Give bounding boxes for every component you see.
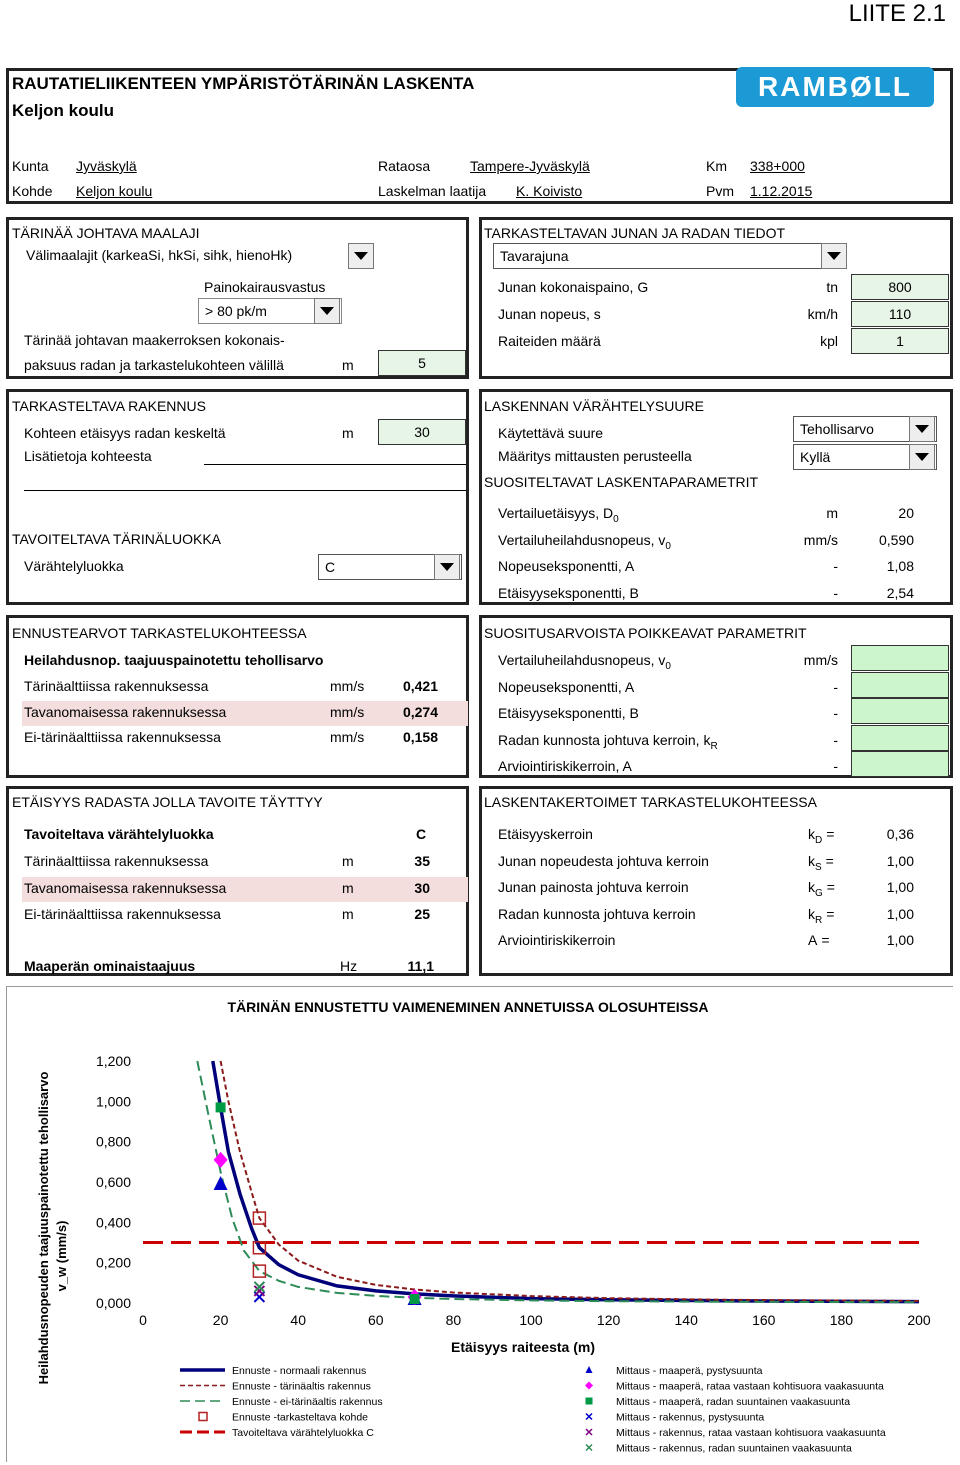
kerroin-row-symbol: A = [808, 932, 830, 948]
chart-title: TÄRINÄN ENNUSTETTU VAIMENEMINEN ANNETUISSA OLOSUHTEISSA [227, 999, 709, 1015]
ennuste-row-value: 0,158 [402, 729, 438, 745]
taajuus-label: Maaperän ominaistaajuus [24, 958, 196, 974]
suos-row-value: 0,590 [878, 531, 914, 548]
poik-row-label: Nopeuseksponentti, A [498, 678, 635, 695]
ennuste-row-label: Tärinäalttiissa rakennuksessa [24, 678, 209, 694]
x-tick-label: 80 [445, 1312, 462, 1328]
x-tick-label: 20 [212, 1312, 229, 1328]
legend-label: Ennuste -tarkasteltava kohde [232, 1411, 368, 1424]
y-tick-label: 0,200 [95, 1254, 131, 1271]
taajuus-value: 11,1 [407, 958, 434, 974]
tavoite-row-label: Tärinäalttiissa rakennuksessa [24, 853, 209, 869]
legend-label: Mittaus - maaperä, rataa vastaan kohtisuora vaakasuunta [616, 1380, 884, 1393]
suos-row-value: 2,54 [886, 584, 914, 601]
data-point-4 [410, 1294, 420, 1304]
kaytettava-select[interactable]: Tehollisarvo [793, 416, 937, 442]
suos-row-label: Vertailuetäisyys, $D_0$ [498, 505, 619, 525]
legend-swatch [586, 1429, 592, 1435]
kerroin-row-symbol: $k_D$ = [808, 826, 835, 846]
y-axis-label: Heilahdusnopeuden taajuuspainotettu tehollisarvo [36, 1071, 51, 1385]
tavoite-row-value: 35 [414, 853, 430, 869]
x-axis-label: Etäisyys raiteesta (m) [451, 1339, 595, 1355]
y-tick-label: 0,400 [95, 1214, 131, 1231]
ennuste-row-unit: mm/s [330, 678, 365, 694]
maalaji-heading: TÄRINÄÄ JOHTAVA MAALAJI [12, 225, 200, 241]
kerros-label-1: Tärinää johtavan maakerroksen kokonais- [24, 332, 285, 348]
kohde-label: Kohde [12, 183, 53, 199]
suos-heading: SUOSITELTAVAT LASKENTAPARAMETRIT [484, 474, 759, 490]
laatija-value[interactable]: K. Koivisto [516, 183, 583, 199]
pvm-label: Pvm [706, 183, 734, 199]
kertoimet-heading: LASKENTAKERTOIMET TARKASTELUKOHTEESSA [484, 794, 817, 810]
poik-row-label: Etäisyyseksponentti, B [498, 705, 639, 721]
tavoite-row-label: Tavanomaisessa rakennuksessa [24, 879, 227, 896]
legend-label: Ennuste - ei-tärinäaltis rakennus [232, 1396, 383, 1408]
paino-select[interactable]: > 80 pk/m [198, 298, 342, 324]
poik-row-unit: - [833, 678, 838, 695]
juna-select[interactable]: Tavarajuna [493, 243, 847, 269]
legend-label: Ennuste - normaali rakennus [232, 1365, 367, 1377]
x-tick-label: 140 [674, 1312, 698, 1328]
tavoite-row-unit: m [342, 906, 354, 922]
suos-row-label: Nopeuseksponentti, A [498, 558, 635, 574]
legend-swatch [586, 1445, 592, 1451]
poik-row-unit: - [833, 705, 838, 721]
suos-row-label: Vertailuheilahdusnopeus, $v_0$ [498, 531, 671, 552]
etaisyys-label: Kohteen etäisyys radan keskeltä [24, 425, 226, 441]
kaytettava-label: Käytettävä suure [498, 425, 604, 441]
x-tick-label: 180 [829, 1312, 854, 1328]
legend-swatch [586, 1366, 593, 1373]
data-point-4 [216, 1102, 226, 1112]
kerroin-row-value: 1,00 [886, 932, 914, 948]
x-tick-label: 120 [596, 1312, 621, 1328]
x-tick-label: 60 [368, 1312, 384, 1328]
tavoite-luokka-heading: TAVOITELTAVA TÄRINÄLUOKKA [12, 531, 222, 547]
x-tick-label: 200 [907, 1312, 931, 1328]
ennuste-row-value: 0,274 [402, 703, 438, 720]
suos-row-unit: - [833, 584, 838, 601]
kerroin-row-label: Junan nopeudesta johtuva kerroin [498, 852, 709, 869]
kerros-label-2: paksuus radan ja tarkastelukohteen välillä [24, 357, 284, 373]
suos-row-label: Etäisyyseksponentti, B [498, 584, 639, 601]
y-tick-label: 1,000 [95, 1093, 131, 1110]
attenuation-chart [0, 986, 960, 1465]
data-point-3 [214, 1152, 228, 1168]
poik-row-unit: - [833, 758, 838, 774]
tavoite-luokka-value: C [416, 826, 427, 842]
maaritys-select[interactable]: Kyllä [793, 444, 937, 470]
kaytettava-dropdown-button[interactable] [909, 416, 935, 442]
taajuus-unit: Hz [340, 958, 358, 974]
ennuste-row-unit: mm/s [330, 729, 365, 745]
juna-row-label: Raiteiden määrä [498, 333, 601, 349]
chevron-down-icon [915, 453, 929, 461]
juna-row-input[interactable]: 800 [851, 274, 949, 300]
tavoite-row-label: Ei-tärinäalttiissa rakennuksessa [24, 906, 221, 922]
poik-row-label: Arviointiriskikerroin, A [498, 758, 632, 774]
poik-row-unit: mm/s [803, 652, 838, 668]
legend-label: Mittaus - rakennus, rataa vastaan kohtisuora vaakasuunta [616, 1427, 886, 1439]
poik-row-input[interactable] [851, 698, 949, 724]
juna-row-unit: kpl [820, 333, 838, 349]
kerroin-row-value: 1,00 [886, 852, 914, 869]
series-line-1 [213, 1061, 919, 1302]
y-tick-label: 1,200 [95, 1053, 131, 1069]
kerroin-row-symbol: $k_R$ = [808, 905, 835, 926]
maalaji-select[interactable]: Välimaalajit (karkeaSi, hkSi, sihk, hienoHk) [20, 243, 374, 269]
ramboll-logo: RAMBØLL [736, 67, 934, 107]
chevron-down-icon [827, 252, 841, 260]
lisatiedot-label: Lisätietoja kohteesta [24, 448, 152, 464]
x-tick-label: 40 [290, 1312, 306, 1328]
laatija-label: Laskelman laatija [378, 183, 487, 199]
kerroin-row-label: Etäisyyskerroin [498, 826, 593, 842]
rakennus-heading: TARKASTELTAVA RAKENNUS [12, 398, 206, 414]
x-tick-label: 0 [139, 1312, 147, 1328]
juna-row-input[interactable]: 1 [851, 328, 949, 354]
poik-row-input[interactable] [851, 725, 949, 751]
paino-label: Painokairausvastus [204, 279, 326, 295]
suos-row-value: 20 [898, 505, 914, 521]
y-axis-label-unit: v_w (mm/s) [54, 1220, 69, 1292]
poik-row-unit: - [833, 731, 838, 748]
appendix-label: LIITE 2.1 [848, 0, 946, 27]
chevron-down-icon [320, 307, 334, 315]
poikkeavat-heading: SUOSITUSARVOISTA POIKKEAVAT PARAMETRIT [484, 625, 807, 641]
legend-label: Mittaus - rakennus, pystysuunta [616, 1411, 765, 1424]
maaritys-dropdown-button[interactable] [909, 444, 935, 470]
kerroin-row-value: 1,00 [886, 905, 914, 922]
juna-row-unit: tn [826, 279, 838, 295]
juna-dropdown-button[interactable] [821, 243, 847, 269]
ennuste-row-label: Tavanomaisessa rakennuksessa [24, 703, 227, 720]
legend-label: Tavoiteltava värähtelyluokka C [232, 1427, 374, 1439]
legend-label: Mittaus - rakennus, radan suuntainen vaakasuunta [616, 1442, 852, 1455]
legend-label: Mittaus - maaperä, pystysuunta [616, 1365, 763, 1377]
pvm-value[interactable]: 1.12.2015 [750, 183, 813, 199]
kerroin-row-symbol: $k_S$ = [808, 852, 834, 873]
kerroin-row-value: 1,00 [886, 879, 914, 895]
kerroin-row-label: Junan painosta johtuva kerroin [498, 879, 689, 895]
chevron-down-icon [354, 252, 368, 260]
lisatiedot-input-2[interactable] [24, 490, 466, 491]
tavoite-luokka-label: Tavoiteltava värähtelyluokka [24, 826, 214, 842]
etaisyys-input[interactable]: 30 [378, 419, 466, 445]
chevron-down-icon [440, 563, 454, 571]
y-tick-label: 0,000 [95, 1295, 131, 1311]
luokka-select[interactable]: C [318, 554, 462, 580]
lisatiedot-input-1[interactable] [204, 464, 466, 465]
juna-row-unit: km/h [807, 306, 838, 322]
report-subtitle: Keljon koulu [12, 101, 114, 120]
tavoite-row-unit: m [342, 879, 354, 896]
etaisyys-unit: m [342, 425, 354, 441]
rataosa-value[interactable]: Tampere-Jyväskylä [470, 158, 590, 174]
poik-row-input[interactable] [851, 751, 949, 777]
maalaji-dropdown-button[interactable] [348, 243, 374, 269]
kerros-input[interactable]: 5 [378, 350, 466, 376]
juna-row-input[interactable]: 110 [851, 301, 949, 327]
y-tick-label: 0,600 [95, 1174, 131, 1190]
series-line-2 [221, 1061, 919, 1301]
kohde-value[interactable]: Keljon koulu [76, 183, 153, 199]
poik-row-input[interactable] [851, 645, 949, 671]
juna-heading: TARKASTELTAVAN JUNAN JA RADAN TIEDOT [484, 225, 786, 241]
tavoite-row-value: 25 [414, 906, 430, 922]
legend-swatch [199, 1413, 207, 1421]
tavoite-row-unit: m [342, 853, 354, 869]
suos-row-value: 1,08 [886, 558, 914, 574]
ennuste-row-label: Ei-tärinäalttiissa rakennuksessa [24, 729, 221, 745]
poik-row-label: Vertailuheilahdusnopeus, $v_0$ [498, 652, 671, 672]
luokka-label: Värähtelyluokka [24, 558, 124, 574]
y-tick-label: 0,800 [95, 1133, 131, 1150]
suure-heading: LASKENNAN VÄRÄHTELYSUURE [484, 398, 704, 414]
legend-swatch [586, 1414, 592, 1420]
kerroin-row-label: Arviointiriskikerroin [498, 932, 616, 948]
legend-swatch [586, 1398, 593, 1405]
kerros-unit: m [342, 357, 354, 373]
data-point-2 [214, 1176, 228, 1190]
km-label: Km [706, 158, 727, 174]
rataosa-label: Rataosa [378, 158, 431, 174]
ennuste-row-unit: mm/s [330, 703, 365, 720]
suos-row-unit: - [833, 558, 838, 574]
legend-swatch [585, 1382, 593, 1390]
chevron-down-icon [915, 425, 929, 433]
kerroin-row-symbol: $k_G$ = [808, 879, 835, 899]
kerroin-row-value: 0,36 [886, 826, 914, 842]
juna-row-label: Junan nopeus, s [498, 306, 601, 322]
km-value[interactable]: 338+000 [750, 158, 805, 174]
report-title: RAUTATIELIIKENTEEN YMPÄRISTÖTÄRINÄN LASKENTA [12, 74, 475, 93]
poik-row-input[interactable] [851, 672, 949, 698]
legend-label: Mittaus - maaperä, radan suuntainen vaakasuunta [616, 1396, 851, 1408]
juna-row-label: Junan kokonaispaino, G [498, 279, 649, 295]
tavoite-heading: ETÄISYYS RADASTA JOLLA TAVOITE TÄYTTYY [12, 794, 323, 810]
series-line-3 [197, 1061, 919, 1302]
x-tick-label: 100 [519, 1312, 543, 1328]
kunta-value[interactable]: Jyväskylä [76, 158, 137, 174]
ennuste-heading: ENNUSTEARVOT TARKASTELUKOHTEESSA [12, 625, 307, 641]
luokka-dropdown-button[interactable] [434, 554, 460, 580]
kunta-label: Kunta [12, 158, 49, 174]
ennuste-row-value: 0,421 [402, 678, 438, 694]
paino-dropdown-button[interactable] [314, 298, 340, 324]
poik-row-label: Radan kunnosta johtuva kerroin, $k_R$ [498, 731, 718, 752]
maaritys-label: Määritys mittausten perusteella [498, 448, 692, 464]
ennuste-subheading: Heilahdusnop. taajuuspainotettu tehollisarvo [24, 652, 324, 668]
suos-row-unit: m [826, 505, 838, 521]
x-tick-label: 160 [752, 1312, 776, 1328]
suos-row-unit: mm/s [803, 531, 838, 548]
legend-label: Ennuste - tärinäaltis rakennus [232, 1380, 371, 1393]
tavoite-row-value: 30 [414, 879, 430, 896]
kerroin-row-label: Radan kunnosta johtuva kerroin [498, 905, 696, 922]
